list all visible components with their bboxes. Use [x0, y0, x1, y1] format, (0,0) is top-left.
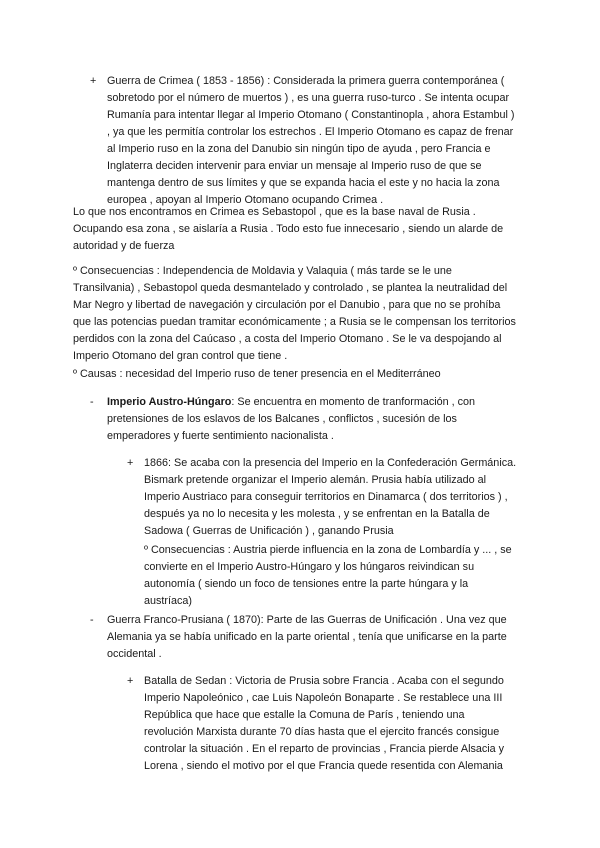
franco-prussian-item — [107, 612, 507, 663]
text-line: convierte en el Imperio Austro-Húngaro y los húngaros reivindican su — [144, 561, 475, 573]
sebastopol-paragraph — [73, 204, 503, 255]
text-line: 1866: Se acaba con la presencia del Imperio en la Confederación Germánica. — [144, 457, 517, 469]
text-line: pretensiones de los eslavos de los Balcanes , conflictos , sucesión de los — [107, 413, 457, 425]
text-line — [107, 394, 475, 411]
austro-hungarian-intro: : Se encuentra en momento de tranformación , con — [231, 396, 476, 408]
text-line: sobretodo por el número de muertos ) , es una guerra ruso-turco . Se intenta ocupar — [107, 92, 510, 104]
text-line: República que hace que estalle la Comuna de París , teniendo una — [144, 709, 465, 721]
text-line: austríaca) — [144, 595, 193, 607]
text-line: revolución Marxista durante 70 días hasta que el ejercito francés consigue — [144, 726, 500, 738]
dash-bullet: - — [90, 396, 94, 408]
text-line: Imperio Otomano del gran control que tiene . — [73, 350, 288, 362]
text-line: Alemania ya se había unificado en la parte oriental , tenía que unificarse en la parte — [107, 631, 507, 643]
text-line: perdidos con la zona del Caúcaso , a costa del Imperio Otomano . Se le va despojando al — [73, 333, 502, 345]
sedan-battle-item — [144, 673, 504, 775]
text-line: º Consecuencias : Austria pierde influencia en la zona de Lombardía y ... , se — [144, 544, 512, 556]
text-line: autoridad y de fuerza — [73, 240, 175, 252]
text-line: Imperio Napoleónico , cae Luis Napoleón Bonaparte . Se restablece una III — [144, 692, 503, 704]
text-line: Guerra de Crimea ( 1853 - 1856) : Considerada la primera guerra contemporánea ( — [107, 75, 505, 87]
austro-hungarian-item — [107, 394, 475, 445]
plus-bullet: + — [127, 457, 134, 469]
text-line: Sadowa ( Guerras de Unificación ) , ganando Prusia — [144, 525, 394, 537]
text-line: emperadores y fuerte sentimiento nacionalista . — [107, 430, 334, 442]
crimea-war-item — [107, 73, 515, 209]
plus-bullet: + — [127, 675, 134, 687]
text-line: Mar Negro y libertad de navegación y circulación por el Danubio , para que no se prohíba — [73, 299, 501, 311]
text-line: al Imperio ruso en la zona del Danubio sin ningún tipo de ayuda , pero Francia e — [107, 143, 491, 155]
consequences-paragraph — [73, 263, 516, 365]
text-line: controlar la situación . En el reparto de provincias , Francia pierde Alsacia y — [144, 743, 505, 755]
text-line: Batalla de Sedan : Victoria de Prusia sobre Francia . Acaba con el segundo — [144, 675, 504, 687]
text-line: después ya no lo necesita y les molesta , y se enfrentan en la Batalla de — [144, 508, 490, 520]
causes-paragraph — [73, 366, 441, 383]
text-line: Lo que nos encontramos en Crimea es Sebastopol , que es la base naval de Rusia . — [73, 206, 476, 218]
text-line: Lorena , siendo el motivo por el que Francia quede resentida con Alemania — [144, 760, 503, 772]
text-line: º Consecuencias : Independencia de Moldavia y Valaquia ( más tarde se le une — [73, 265, 452, 277]
text-line: occidental . — [107, 648, 162, 660]
text-line: , ya que les permitía controlar los estrechos . El Imperio Otomano es capaz de frenar — [107, 126, 514, 138]
text-line: Rumanía para intentar llegar al Imperio Otomano ( Constantinopla , ahora Estambul ) — [107, 109, 515, 121]
text-line: europea , apoyan al Imperio Otomano ocupando Crimea . — [107, 194, 384, 206]
text-line: Transilvania) , Sebastopol queda desmantelado y controlado , se plantea la neutralidad del — [73, 282, 508, 294]
text-line: autonomía ( siendo un foco de tensiones entre la parte húngara y la — [144, 578, 469, 590]
text-line: Guerra Franco-Prusiana ( 1870): Parte de las Guerras de Unificación . Una vez que — [107, 614, 507, 626]
text-line: Inglaterra deciden intervenir para enviar un mensaje al Imperio ruso de que se — [107, 160, 482, 172]
item-1866 — [144, 455, 516, 540]
text-line: Ocupando esa zona , se aislaría a Rusia . Todo esto fue innecesario , siendo un alarde de — [73, 223, 504, 235]
text-line: º Causas : necesidad del Imperio ruso de tener presencia en el Mediterráneo — [73, 368, 441, 380]
text-line: que las potencias puedan tramitar económicamente ; a Rusia se le compensan los territorios — [73, 316, 516, 328]
austro-hungarian-title: Imperio Austro-Húngaro — [107, 396, 232, 408]
plus-bullet: + — [90, 75, 97, 87]
dash-bullet: - — [90, 614, 94, 626]
text-line: mantenga dentro de sus límites y que se expanda hacia el este y no hacia la zona — [107, 177, 500, 189]
consequences-1866 — [144, 542, 512, 610]
text-line: Bismark pretende organizar el Imperio alemán. Prusia había utilizado al — [144, 474, 487, 486]
text-line: Imperio Austriaco para conseguir territorios en Dinamarca ( dos territorios ) , — [144, 491, 508, 503]
